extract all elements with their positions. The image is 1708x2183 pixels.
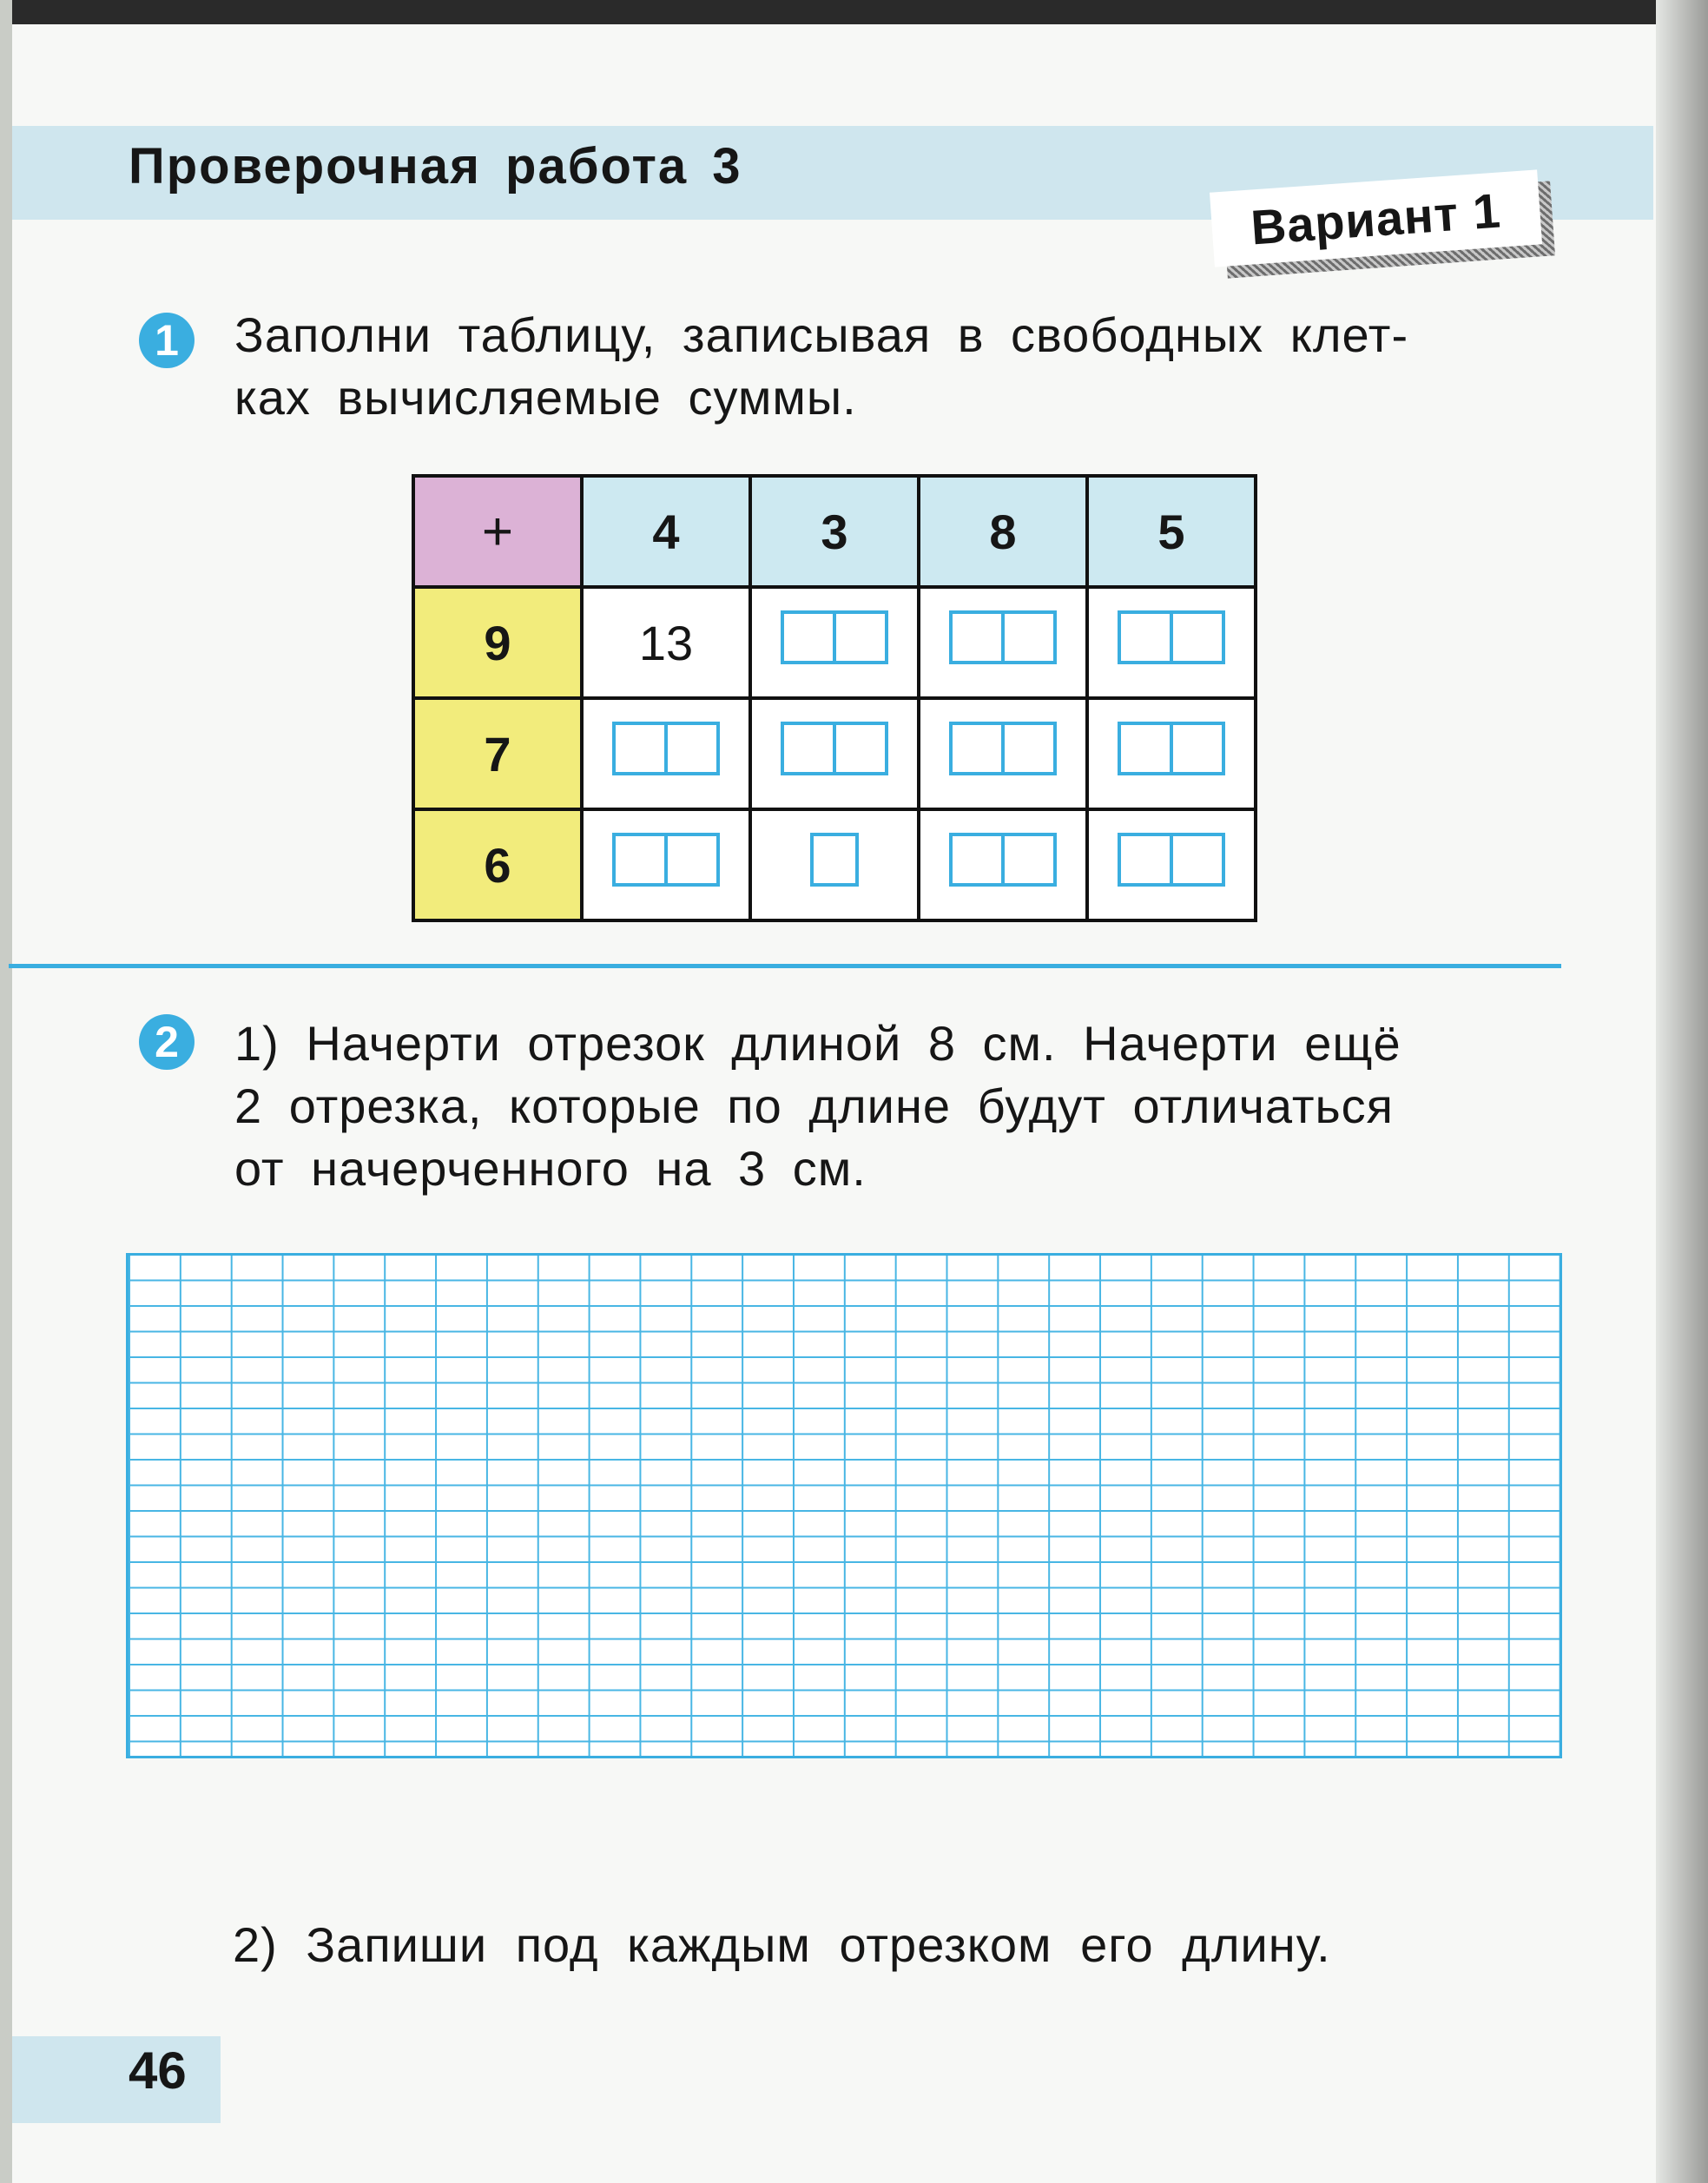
table-corner-plus: +	[413, 476, 582, 587]
table-header-row	[413, 476, 1256, 587]
page-number: 46	[129, 2041, 187, 2100]
answer-boxes[interactable]	[1118, 722, 1225, 775]
section-divider	[9, 964, 1561, 968]
answer-boxes[interactable]	[612, 722, 720, 775]
row-header: 9	[413, 587, 582, 698]
page-title: Проверочная работа 3	[129, 138, 742, 195]
answer-cell[interactable]	[919, 698, 1087, 809]
table-row	[413, 698, 1256, 809]
answer-cell[interactable]	[750, 809, 919, 920]
task1-text-line2: ках вычисляемые суммы.	[234, 370, 857, 425]
task-number-1: 1	[139, 313, 195, 368]
scan-right-edge	[1656, 0, 1708, 2183]
column-header: 8	[919, 476, 1087, 587]
answer-cell[interactable]	[582, 809, 750, 920]
task2-text-line1: 1) Начерти отрезок длиной 8 см. Начерти ещё	[234, 1016, 1401, 1071]
column-header: 3	[750, 476, 919, 587]
answer-boxes[interactable]	[949, 610, 1057, 664]
column-header: 4	[582, 476, 750, 587]
answer-cell[interactable]	[1087, 809, 1256, 920]
answer-cell[interactable]	[919, 587, 1087, 698]
answer-boxes[interactable]	[949, 833, 1057, 887]
answer-boxes[interactable]	[612, 833, 720, 887]
answer-cell[interactable]	[582, 698, 750, 809]
task2-text-line3: от начерченного на 3 см.	[234, 1141, 867, 1196]
column-header: 5	[1087, 476, 1256, 587]
answer-boxes[interactable]	[781, 722, 888, 775]
table-row	[413, 587, 1256, 698]
answer-box-single[interactable]	[810, 833, 859, 887]
answer-boxes[interactable]	[781, 610, 888, 664]
drawing-grid[interactable]	[126, 1253, 1562, 1758]
answer-boxes[interactable]	[1118, 610, 1225, 664]
row-header: 7	[413, 698, 582, 809]
answer-cell[interactable]	[750, 698, 919, 809]
answer-cell[interactable]	[919, 809, 1087, 920]
variant-text: Вариант 1	[1210, 169, 1542, 267]
task2-text-line2: 2 отрезка, которые по длине будут отличаться	[234, 1078, 1394, 1133]
scan-top-edge	[0, 0, 1708, 24]
table-row	[413, 809, 1256, 920]
scan-left-edge	[0, 0, 12, 2183]
answer-cell[interactable]	[1087, 698, 1256, 809]
answer-boxes[interactable]	[1118, 833, 1225, 887]
row-header: 6	[413, 809, 582, 920]
task1-text-line1: Заполни таблицу, записывая в свободных клет-	[234, 307, 1409, 362]
page-number-band	[12, 2036, 221, 2123]
task-number-2: 2	[139, 1014, 195, 1070]
task2-part2-text: 2) Запиши под каждым отрезком его длину.	[233, 1917, 1331, 1972]
answer-cell[interactable]	[1087, 587, 1256, 698]
given-sum: 13	[582, 587, 750, 698]
answer-cell[interactable]	[750, 587, 919, 698]
addition-table	[412, 474, 1257, 922]
answer-boxes[interactable]	[949, 722, 1057, 775]
